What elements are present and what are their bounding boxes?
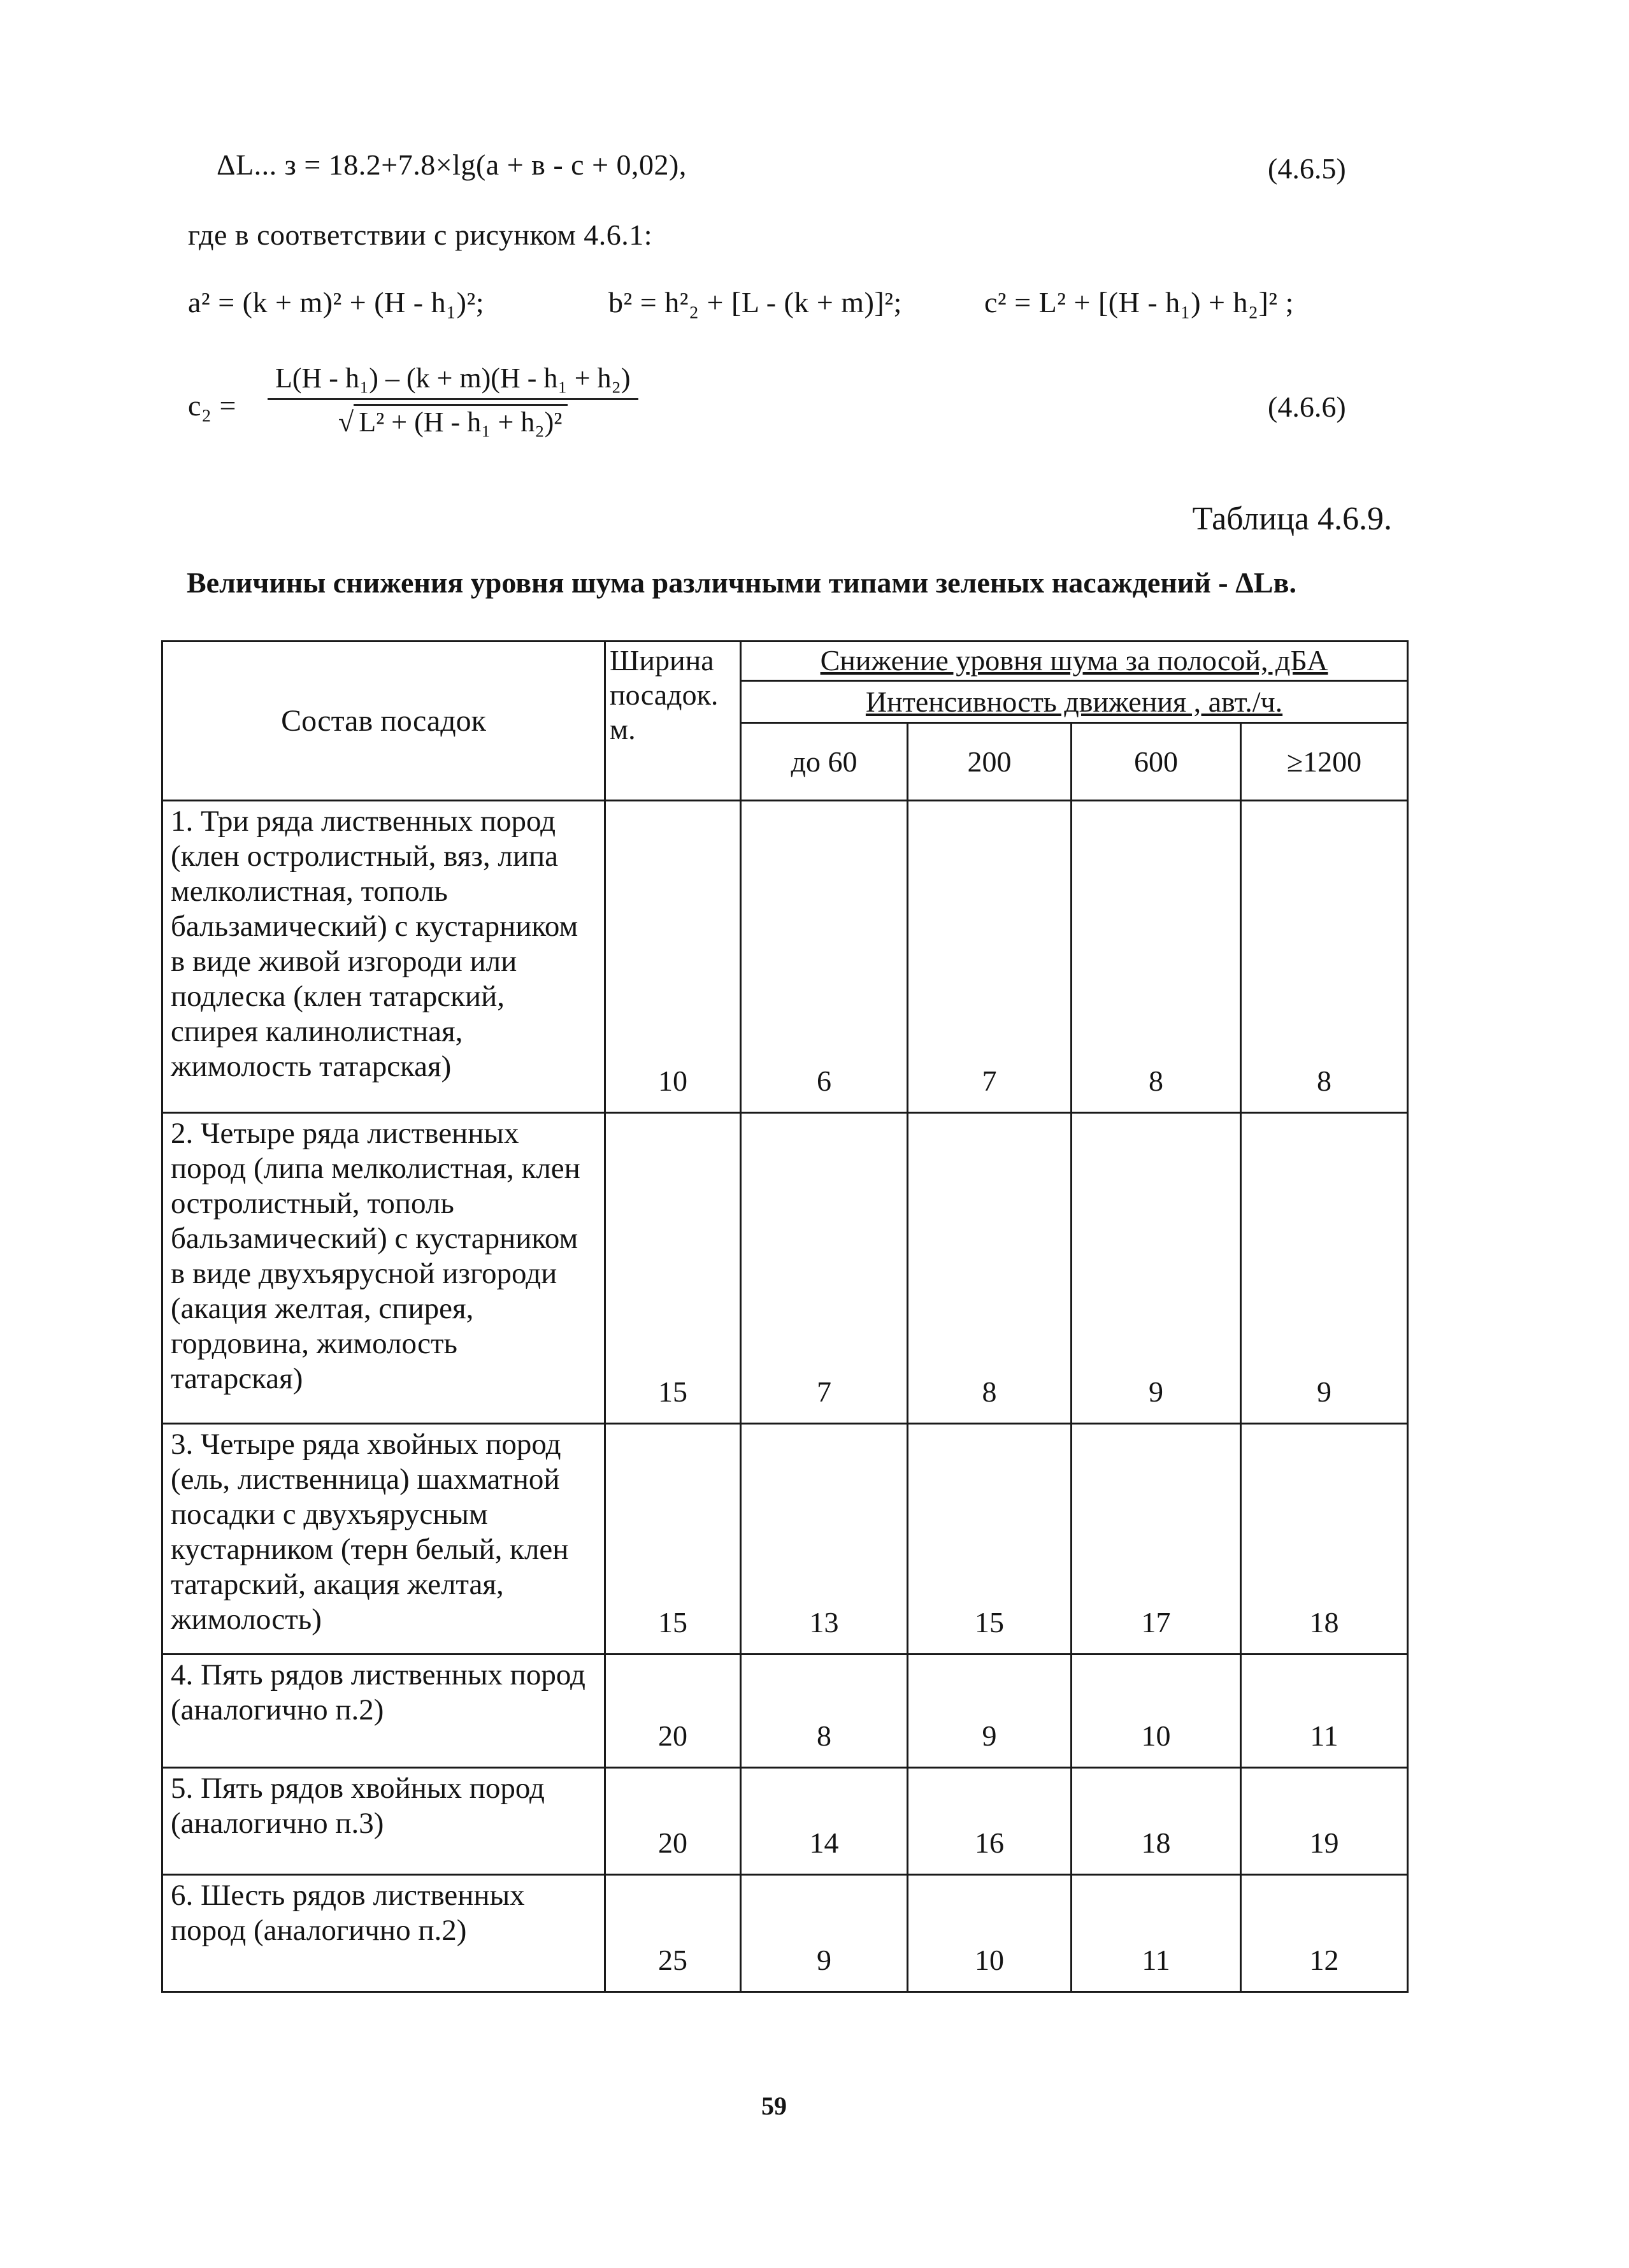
noise-reduction-table [161, 640, 1407, 1991]
header-composition: Состав посадок [162, 642, 605, 801]
table-row [162, 801, 1408, 1113]
row-composition: 1. Три ряда лиственных пород (клен остролистный, вяз, липа мелколистная, тополь бальзамический) с кустарником в виде живой изгороди или подлеска (клен татарский, спирея калинолистная, жимолость татарская) [162, 801, 605, 1113]
fraction-numerator: L(H - h₁) – (k + m)(H - h₁ + h₂) [268, 362, 638, 400]
header-intensity-60: до 60 [741, 723, 908, 801]
row-composition: 5. Пять рядов хвойных пород (аналогично п.3) [162, 1768, 605, 1875]
row-value: 19 [1241, 1768, 1408, 1875]
fraction-denominator [268, 400, 638, 438]
row-value: 9 [741, 1875, 908, 1992]
formula-4-6-5: ΔL... з = 18.2+7.8×lg(a + в - c + 0,02), [217, 148, 687, 181]
row-value: 8 [741, 1654, 908, 1768]
row-value: 10 [1072, 1654, 1241, 1768]
header-intensity-600: 600 [1072, 723, 1241, 801]
row-value: 18 [1072, 1768, 1241, 1875]
row-value: 9 [1241, 1113, 1408, 1424]
sqrt-content: L² + (H - h₁ + h₂)² [354, 404, 567, 438]
formula-c-squared: c² = L² + [(H - h₁) + h₂]² ; [984, 286, 1294, 319]
row-value: 12 [1241, 1875, 1408, 1992]
formula-4-6-6-fraction [268, 362, 638, 438]
table-title: Величины снижения уровня шума различными типами зеленых насаждений - ΔLв. [187, 566, 1296, 599]
row-value: 6 [741, 801, 908, 1113]
row-width: 10 [605, 801, 741, 1113]
header-intensity-1200: ≥1200 [1241, 723, 1408, 801]
table-caption: Таблица 4.6.9. [1192, 501, 1392, 537]
header-intensity-200: 200 [908, 723, 1072, 801]
table-row [162, 1424, 1408, 1654]
sqrt-sign: √ [338, 406, 354, 438]
row-value: 8 [908, 1113, 1072, 1424]
formula-b-squared: b² = h²₂ + [L - (k + m)]²; [608, 286, 902, 319]
table-row [162, 1654, 1408, 1768]
row-value: 18 [1241, 1424, 1408, 1654]
formula-fraction-lhs: c₂ = [188, 389, 236, 422]
row-value: 10 [908, 1875, 1072, 1992]
row-value: 9 [1072, 1113, 1241, 1424]
header-traffic-intensity: Интенсивность движения , авт./ч. [741, 681, 1408, 723]
row-composition: 2. Четыре ряда лиственных пород (липа мелколистная, клен остролистный, тополь бальзамический) с кустарником в виде двухъярусной изгороди (акация желтая, спирея, гордовина, жимолость татарская) [162, 1113, 605, 1424]
header-noise-reduction: Снижение уровня шума за полосой, дБА [741, 642, 1408, 681]
row-width: 25 [605, 1875, 741, 1992]
table-row [162, 1113, 1408, 1424]
row-width: 15 [605, 1113, 741, 1424]
row-value: 7 [741, 1113, 908, 1424]
row-width: 20 [605, 1768, 741, 1875]
row-value: 11 [1072, 1875, 1241, 1992]
formula-number-4-6-6: (4.6.6) [1268, 391, 1346, 423]
row-value: 11 [1241, 1654, 1408, 1768]
row-composition: 3. Четыре ряда хвойных пород (ель, лиственница) шахматной посадки с двухъярусным кустарником (терн белый, клен татарский, акация желтая, жимолость) [162, 1424, 605, 1654]
formula-where-line: где в соответствии с рисунком 4.6.1: [188, 219, 653, 251]
row-value: 16 [908, 1768, 1072, 1875]
row-value: 15 [908, 1424, 1072, 1654]
row-composition: 4. Пять рядов лиственных пород (аналогично п.2) [162, 1654, 605, 1768]
row-value: 9 [908, 1654, 1072, 1768]
header-width: Ширина посадок. м. [605, 642, 741, 801]
table-row [162, 1875, 1408, 1992]
table-row [162, 1768, 1408, 1875]
page-number: 59 [761, 2092, 787, 2120]
row-value: 8 [1241, 801, 1408, 1113]
row-value: 8 [1072, 801, 1241, 1113]
row-value: 17 [1072, 1424, 1241, 1654]
row-width: 20 [605, 1654, 741, 1768]
row-value: 7 [908, 801, 1072, 1113]
row-width: 15 [605, 1424, 741, 1654]
formula-number-4-6-5: (4.6.5) [1268, 152, 1346, 185]
formula-a-squared: a² = (k + m)² + (H - h₁)²; [188, 286, 485, 319]
row-value: 14 [741, 1768, 908, 1875]
row-value: 13 [741, 1424, 908, 1654]
row-composition: 6. Шесть рядов лиственных пород (аналогично п.2) [162, 1875, 605, 1992]
